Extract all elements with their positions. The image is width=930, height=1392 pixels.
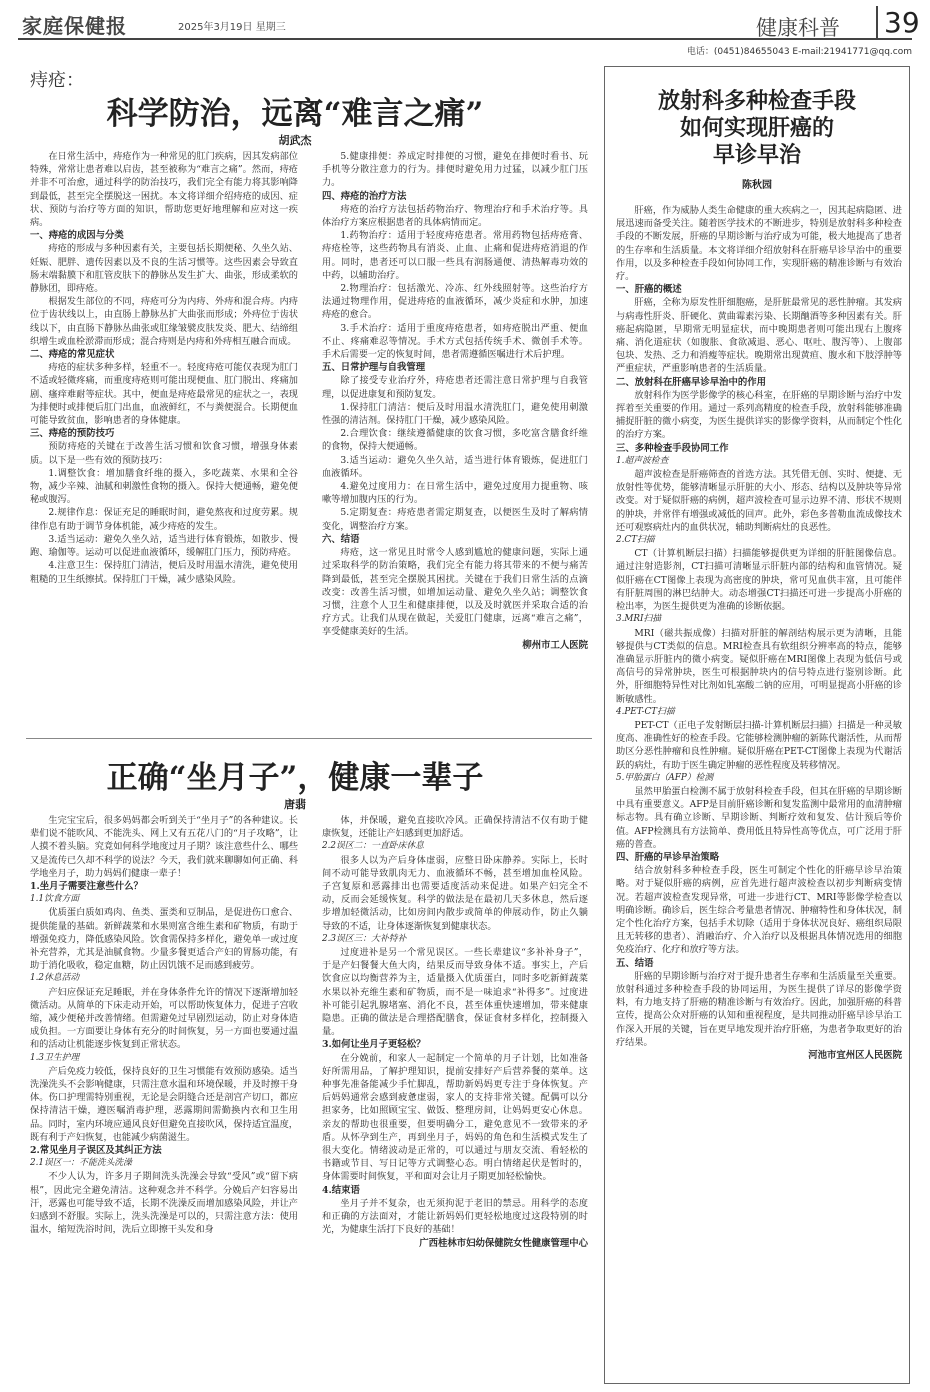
article1-headline: 科学防治，远离“难言之痛” bbox=[106, 96, 484, 132]
page-number: 39 bbox=[884, 6, 920, 39]
article1-author: 胡武杰 bbox=[278, 134, 312, 147]
paragraph: CT（计算机断层扫描）扫描能够提供更为详细的肝脏图像信息。通过注射造影剂，CT扫描可清晰显示肝脏内部的结构和血管情况。疑似肝癌在CT图像上表现为高密度的肿块，常可见血供丰富，且可能伴有肝脏周围的淋巴结肿大。动态增强CT扫描还可进一步提高小肝癌的检出率，为医生提供更为准确的诊断依据。 bbox=[616, 548, 902, 613]
section-name: 健康科普 bbox=[756, 16, 840, 40]
paragraph: 痔疮的形成与多种因素有关，主要包括长期便秘、久坐久站、妊娠、肥胖、遗传因素以及不良的生活习惯等。这些因素会导致直肠末端黏膜下和肛管皮肤下的静脉丛发生扩大、曲张，形成柔软的静脉团，即痔疮。 bbox=[30, 243, 298, 295]
paragraph: 优质蛋白质如鸡肉、鱼类、蛋类和豆制品，是促进伤口愈合、提供能量的基础。新鲜蔬菜和水果则富含维生素和矿物质，有助于增强免疫力，降低感染风险。饮食需保持多样化，避免单一或过度补充营养，尤其是油腻食物。少量多餐更适合产妇的胃肠功能，有助于消化吸收，稳定血糖，防止因饥饿不足而感到疲劳。 bbox=[30, 907, 298, 972]
article2-column-1 bbox=[30, 814, 298, 1380]
issue-date: 2025年3月19日 星期三 bbox=[178, 22, 286, 33]
author-affiliation: 广西桂林市妇幼保健院女性健康管理中心 bbox=[419, 1237, 588, 1249]
paragraph: 过度进补是另一个常见误区。一些长辈建议“多补补身子”，于是产妇餐餐大鱼大肉，结果反而导致身体不适。事实上，产后饮食应以均衡营养为主，适量摄入优质蛋白，同时多吃新鲜蔬菜水果以补充维生素和矿物质，而不是一味追求“补得多”。过度进补可能引起乳腺堵塞、消化不良，甚至体重快速增加，带来健康隐患。正确的做法是合理搭配膳食，保证食材多样化，控制摄入量。 bbox=[322, 947, 588, 1038]
paragraph: 1.调整饮食：增加膳食纤维的摄入，多吃蔬菜、水果和全谷物，减少辛辣、油腻和刺激性食物的摄入。保持大便通畅，避免便秘或腹泻。 bbox=[30, 467, 298, 506]
article1-column-1 bbox=[30, 150, 298, 730]
subsection-heading: 1.2休息活动 bbox=[30, 973, 80, 984]
paragraph: 2.合理饮食：继续遵循健康的饮食习惯，多吃富含膳食纤维的食物，保持大便通畅。 bbox=[322, 428, 588, 453]
subsection-heading: 5.甲胎蛋白（AFP）检测 bbox=[616, 772, 714, 783]
paragraph: 1.药物治疗：适用于轻度痔疮患者。常用药物包括痔疮膏、痔疮栓等，这些药物具有消炎、止血、止痛和促进痔疮消退的作用。同时，患者还可以口服一些具有润肠通便、清热解毒功效的中药，以辅助治疗。 bbox=[322, 230, 588, 281]
section-heading: 六、结语 bbox=[322, 533, 360, 545]
paragraph: 3.适当运动：避免久坐久站，适当进行体育锻炼，如散步、慢跑、瑜伽等。运动可以促进血液循环，缓解肛门压力，预防痔疮。 bbox=[30, 533, 298, 559]
subsection-heading: 2.CT扫描 bbox=[616, 535, 655, 546]
paragraph: 2.规律作息：保证充足的睡眠时间，避免熬夜和过度劳累。规律作息有助于调节身体机能，减少痔疮的发生。 bbox=[30, 507, 298, 532]
section-heading: 一、肝癌的概述 bbox=[616, 284, 682, 296]
article2-author: 唐翡 bbox=[284, 798, 306, 811]
article3-headline-line-1: 放射科多种检查手段 bbox=[657, 88, 856, 114]
paragraph: 体，并保暖，避免直接吹冷风。正确保持清洁不仅有助于健康恢复，还能让产妇感到更加舒适。 bbox=[322, 815, 588, 840]
subsection-heading: 1.超声波检查 bbox=[616, 455, 669, 466]
article2-column-2 bbox=[322, 814, 588, 1380]
section-heading: 二、痔疮的常见症状 bbox=[30, 349, 115, 361]
subsection-heading: 2.3误区三：大补特补 bbox=[322, 933, 407, 944]
section-heading: 五、结语 bbox=[616, 957, 654, 969]
section-heading: 二、放射科在肝癌早诊早治中的作用 bbox=[616, 376, 767, 388]
article2-headline: 正确“坐月子”，健康一辈子 bbox=[106, 760, 484, 796]
article1-kicker: 痔疮： bbox=[30, 70, 84, 91]
paragraph: MRI（磁共振成像）扫描对肝脏的解剖结构展示更为清晰，且能够提供与CT类似的信息。MRI检查具有软组织分辨率高的特点，能够准确显示肝脏内的微小病变。疑似肝癌在MRI图像上表现为低信号或高信号的异常肿块，医生可根据肿块内的信号特点进行鉴别诊断。此外，肝细胞特异性对比剂如钆塞酸二钠的应用，可明显提高小肝癌的诊断敏感性。 bbox=[616, 627, 902, 705]
article1-column-2 bbox=[322, 150, 588, 730]
paragraph: 3.适当运动：避免久坐久站，适当进行体育锻炼，促进肛门血液循环。 bbox=[322, 454, 588, 479]
section-heading: 四、痔疮的治疗方法 bbox=[322, 190, 407, 202]
section-heading: 三、痔疮的预防技巧 bbox=[30, 428, 115, 440]
masthead-divider bbox=[876, 6, 878, 40]
paragraph: 预防痔疮的关键在于改善生活习惯和饮食习惯，增强身体素质。以下是一些有效的预防技巧： bbox=[30, 441, 298, 466]
paragraph: 不少人认为，许多月子期间洗头洗澡会导致“受风”或“留下病根”，因此完全避免清洁。这种观念并不科学。分娩后产妇容易出汗，恶露也可能导致不适，长期不洗澡反而增加感染风险，并让产妇感到不舒服。实际上，洗头洗澡是可以的，只需注意方法：使用温水，缩短洗浴时间，洗后立即擦干头发和身 bbox=[30, 1171, 298, 1236]
paragraph: 4.注意卫生：保持肛门清洁，便后及时用温水清洗，避免使用粗糙的卫生纸擦拭。保持肛门干燥，减少感染风险。 bbox=[30, 560, 298, 585]
paragraph: 1.保持肛门清洁：便后及时用温水清洗肛门，避免使用刺激性强的清洁剂。保持肛门干燥，减少感染风险。 bbox=[322, 401, 588, 427]
section-heading: 4.结束语 bbox=[322, 1184, 360, 1196]
paragraph: 放射科作为医学影像学的核心科室，在肝癌的早期诊断与治疗中发挥着至关重要的作用。通过一系列高精度的检查手段，放射科能够准确捕捉肝脏的微小病变，为医生提供详实的影像学资料，从而制定个性化的治疗方案。 bbox=[616, 389, 902, 441]
subsection-heading: 2.2误区二：一直卧床休息 bbox=[322, 841, 424, 852]
paragraph: 2.物理治疗：包括激光、冷冻、红外线照射等。这些治疗方法通过物理作用，促进痔疮的血液循环，减少炎症和水肿，加速痔疮的愈合。 bbox=[322, 283, 588, 321]
paragraph: 虽然甲胎蛋白检测不属于放射科检查手段，但其在肝癌的早期诊断中具有重要意义。AFP是目前肝癌诊断和复发监测中最常用的血清肿瘤标志物。具有确立诊断、早期诊断、判断疗效和复发、估计预后等价值。AFP检测具有方法简单、费用低且特异性高等优点，可广泛用于肝癌的普查。 bbox=[616, 785, 902, 850]
newspaper-name: 家庭保健报 bbox=[22, 14, 127, 38]
paragraph: 5.健康排便：养成定时排便的习惯，避免在排便时看书、玩手机等分散注意力的行为。排便时避免用力过猛，以减少肛门压力。 bbox=[322, 151, 588, 189]
paragraph: 超声波检查是肝癌筛查的首选方法。其凭借无创、实时、便捷、无放射性等优势，能够清晰显示肝脏的大小、形态、结构以及肿块等异常改变。对于疑似肝癌的病例，超声波检查可显示边界不清、形状不规则的肿块，并常伴有增强或减低的回声。此外，彩色多普勒血流成像技术还可观察病灶内的血供状况，辅助判断病灶的良恶性。 bbox=[616, 469, 902, 533]
paragraph: 除了接受专业治疗外，痔疮患者还需注意日常护理与自我管理，以促进康复和预防复发。 bbox=[322, 375, 588, 400]
paragraph: 3.手术治疗：适用于重度痔疮患者，如痔疮脱出严重、便血不止、疼痛难忍等情况。手术方式包括传统手术、微创手术等。手术后需要一定的恢复时间，患者需遵循医嘱进行术后护理。 bbox=[322, 322, 588, 361]
section-heading: 三、多种检查手段协同工作 bbox=[616, 442, 729, 454]
masthead bbox=[18, 6, 920, 40]
paragraph: 产妇应保证充足睡眠，并在身体条件允许的情况下逐渐增加轻微活动。从简单的下床走动开始，可以帮助恢复体力，促进子宫收缩，减少便秘并改善情绪。但需避免过早剧烈运动，防止对身体造成负担。一方面要让身体有充分的时间恢复，另一方面也要通过温和的活动让机能逐步恢复到正常状态。 bbox=[30, 986, 298, 1051]
section-heading: 2.常见坐月子误区及其纠正方法 bbox=[30, 1145, 162, 1157]
article3-headline-line-2: 如何实现肝癌的 bbox=[679, 115, 834, 141]
paragraph: 痔疮，这一常见且时常令人感到尴尬的健康问题，实际上通过采取科学的防治策略，我们完全有能力将其带来的不便与痛苦降到最低，甚至完全摆脱其困扰。关键在于我们日常生活的点滴改变：改善生活习惯，如增加运动量、避免久坐久站；调整饮食习惯，注意个人卫生和健康排便，以及及时就医并采取合适的治疗方式。让我们从现在做起，关爱肛门健康，远离“难言之痛”，享受健康美好的生活。 bbox=[322, 547, 588, 638]
paragraph: 坐月子并不复杂，也无须拘泥于老旧的禁忌。用科学的态度和正确的方法面对，才能让新妈妈们更轻松地度过这段特别的时光，为健康生活打下良好的基础！ bbox=[322, 1197, 588, 1236]
article-divider bbox=[26, 738, 592, 739]
paragraph: 在分娩前，和家人一起制定一个简单的月子计划，比如准备好所需用品，了解护理知识，提前安排好产后营养餐的菜单。这种事先准备能减少手忙脚乱，帮助新妈妈更专注于身体恢复。产后妈妈通常会感到疲惫虚弱，家人的支持非常关键。配偶可以分担家务，比如照顾宝宝、做饭、整理房间，让妈妈更安心休息。亲友的帮助也很重要，但要明确分工，避免意见不一致带来的矛盾。从怀孕到生产，再到坐月子，妈妈的角色和生活模式发生了很大变化。情绪波动是正常的，可以通过与朋友交流、看轻松的书籍或节目、写日记等方式调整心态。明白情绪起伏是暂时的，身体需要时间恢复，平和面对会让月子期更加轻松愉快。 bbox=[322, 1052, 588, 1183]
article3-headline bbox=[604, 88, 910, 169]
paragraph: 很多人以为产后身体虚弱，应整日卧床静养。实际上，长时间不动可能导致肌肉无力、血液循环不畅，甚至增加血栓风险。子宫复原和恶露排出也需要适度活动来促进。如果产妇完全不动，反而会延缓恢复。科学的做法是在最初几天多休息，然后逐步增加轻微活动，比如房间内散步或简单的伸展动作，防止久躺导致的不适，让身体逐渐恢复到健康状态。 bbox=[322, 854, 588, 932]
article3-column bbox=[616, 204, 902, 1374]
subsection-heading: 2.1误区一：不能洗头洗澡 bbox=[30, 1158, 132, 1169]
paragraph: 痔疮的治疗方法包括药物治疗、物理治疗和手术治疗等。具体治疗方案应根据患者的具体病情而定。 bbox=[322, 203, 588, 229]
paragraph: 肝癌，全称为原发性肝细胞癌，是肝脏最常见的恶性肿瘤。其发病与病毒性肝炎、肝硬化、黄曲霉素污染、长期酗酒等多种因素有关。肝癌起病隐匿，早期常无明显症状，而中晚期患者则可能出现右上腹疼痛、消化道症状（如腹胀、食欲减退、恶心、呕吐、腹泻等）、上腹部包块、发热、乏力和消瘦等症状。晚期常出现黄疸、腹水和下肢浮肿等严重症状，严重影响患者的生活质量。 bbox=[616, 297, 902, 375]
paragraph: PET-CT（正电子发射断层扫描-计算机断层扫描）扫描是一种灵敏度高、准确性好的检查手段。它能够检测肿瘤的新陈代谢活性，从而帮助区分恶性肿瘤和良性肿瘤。疑似肝癌在PET-CT图像上表现为代谢活跃的病灶，有助于医生确定肿瘤的恶性程度及转移情况。 bbox=[616, 719, 902, 771]
subsection-heading: 1.1饮食方面 bbox=[30, 894, 80, 905]
subsection-heading: 4.PET-CT扫描 bbox=[616, 706, 675, 717]
author-affiliation: 柳州市工人医院 bbox=[522, 639, 588, 651]
author-affiliation: 河池市宜州区人民医院 bbox=[808, 1050, 902, 1061]
paragraph: 4.避免过度用力：在日常生活中，避免过度用力提重物、咳嗽等增加腹内压的行为。 bbox=[322, 481, 588, 506]
section-heading: 五、日常护理与自我管理 bbox=[322, 362, 426, 374]
paragraph: 5.定期复查：痔疮患者需定期复查，以便医生及时了解病情变化，调整治疗方案。 bbox=[322, 507, 588, 532]
section-heading: 3.如何让坐月子更轻松？ bbox=[322, 1039, 426, 1051]
section-heading: 四、肝癌的早诊早治策略 bbox=[616, 851, 720, 863]
section-heading: 一、痔疮的成因与分类 bbox=[30, 230, 124, 242]
article3-headline-line-3: 早诊早治 bbox=[712, 142, 801, 168]
paragraph: 结合放射科多种检查手段，医生可制定个性化的肝癌早诊早治策略。对于疑似肝癌的病例，应首先进行超声波检查以初步判断病变情况。若超声波检查发现异常，可进一步进行CT、MRI等影像学检查以明确诊断。确诊后，医生综合考量患者情况、肿瘤特性和身体状况，制定个性化治疗方案，包括手术切除（适用于身体状况良好、癌组织局限且无转移的患者）、消融治疗、介入治疗以及根据具体情况选用的细胞免疫治疗、化疗和放疗等方法。 bbox=[616, 865, 902, 956]
paragraph: 生完宝宝后，很多妈妈都会听到关于“坐月子”的各种建议。长辈们说不能吹风、不能洗头、网上又有五花八门的“月子攻略”，让人摸不着头脑。究竟如何科学地度过月子期？该注意些什么、哪些又是流传已久却不科学的说法？今天，我们就来聊聊如何正确、科学地坐月子，助力妈妈们健康一辈子！ bbox=[30, 815, 298, 879]
contact-line: 电话：(0451)84655043 E-mail:21941771@qq.com bbox=[686, 47, 912, 57]
subsection-heading: 3.MRI扫描 bbox=[616, 614, 662, 625]
subsection-heading: 1.3卫生护理 bbox=[30, 1052, 80, 1063]
paragraph: 痔疮的症状多种多样，轻重不一。轻度痔疮可能仅表现为肛门不适或轻微疼痛，而重度痔疮则可能出现便血、肛门脱出、疼痛加剧、瘙痒难耐等症状。其中，便血是痔疮最常见的症状之一，表现为排便时或排便后肛门出血，血液鲜红，不与粪便混合。长期便血可能导致贫血，影响患者的身体健康。 bbox=[30, 362, 298, 427]
paragraph: 肝癌，作为威胁人类生命健康的重大疾病之一，因其起病隐匿、进展迅速而备受关注。随着医学技术的不断进步，特别是放射科多种检查手段的不断发展，肝癌的早期诊断与治疗成为可能，极大地提高了患者的生存率和生活质量。本文将详细介绍放射科在肝癌早诊早治中的重要作用，以及多种检查手段如何协同工作，实现肝癌的精准诊断与有效治疗。 bbox=[616, 205, 902, 283]
paragraph: 在日常生活中，痔疮作为一种常见的肛门疾病，因其发病部位特殊，常常让患者难以启齿，甚至被称为“难言之痛”。然而，痔疮并非不可治愈，通过科学的防治技巧，我们完全有能力将其影响降到最低，甚至完全摆脱这一困扰。本文将详细介绍痔疮的成因、症状、预防与治疗等方面的知识，帮助您更好地理解和应对这一疾病。 bbox=[30, 151, 298, 229]
article3-author: 陈秋园 bbox=[742, 180, 772, 191]
paragraph: 肝癌的早期诊断与治疗对于提升患者生存率和生活质量至关重要。放射科通过多种检查手段的协同运用，为医生提供了详尽的影像学资料，有力地支持了肝癌的精准诊断与有效治疗。因此，加强肝癌的科普宣传，提高公众对肝癌的认知和重视程度，是共同推动肝癌早诊早治工作深入开展的关键，旨在更早地发现并治疗肝癌，为患者争取更好的治疗结果。 bbox=[616, 970, 902, 1048]
paragraph: 根据发生部位的不同，痔疮可分为内痔、外痔和混合痔。内痔位于齿状线以上，由直肠上静脉丛扩大曲张而形成；外痔位于齿状线以下，由直肠下静脉丛曲张或肛缘皱襞皮肤发炎、肥大、结缔组织增生或血栓淤滞而形成；混合痔则是内痔和外痔相互融合而成。 bbox=[30, 296, 298, 347]
paragraph: 产后免疫力较低，保持良好的卫生习惯能有效预防感染。适当洗澡洗头不会影响健康，只需注意水温和环境保暖，并及时擦干身体。伤口护理需特别重视，无论是会阴缝合还是剖宫产切口，都应保持清洁干燥，遵医嘱消毒护理，恶露期间需勤换内衣和卫生用品。同时，室内环境应通风良好但避免直接吹风，保持适宜温度，既有利于产妇恢复，也能减少病菌滋生。 bbox=[30, 1065, 298, 1143]
section-heading: 1.坐月子需要注意些什么？ bbox=[30, 881, 143, 893]
